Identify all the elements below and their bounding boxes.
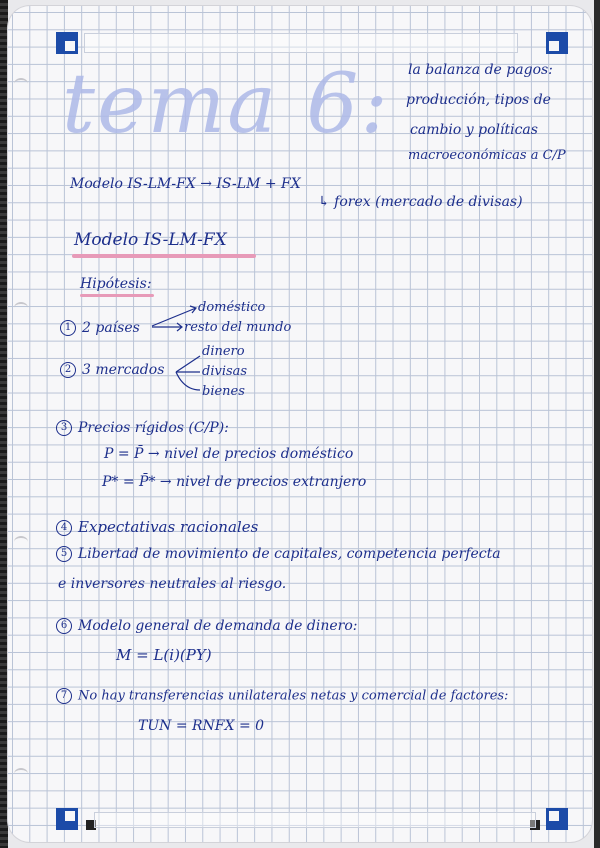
equation-domestic-price: P = P̄ → nivel de precios doméstico bbox=[104, 446, 354, 462]
hypothesis-3 bbox=[56, 420, 229, 436]
branch-money: dinero bbox=[202, 344, 245, 359]
corner-marker-icon bbox=[546, 32, 568, 54]
hypothesis-underline bbox=[80, 294, 154, 297]
heading-underline bbox=[72, 254, 256, 258]
hypothesis-2-text: 3 mercados bbox=[82, 362, 165, 378]
transfers-equation: TUN = RNFX = 0 bbox=[138, 718, 265, 734]
subtitle-line-4: macroeconómicas a C/P bbox=[408, 148, 566, 163]
hypothesis-3-text: Precios rígidos (C/P): bbox=[78, 420, 229, 436]
hypothesis-1-text: 2 países bbox=[82, 320, 140, 336]
equation-foreign-price: P* = P̄* → nivel de precios extranjero bbox=[102, 474, 367, 490]
hypothesis-5-line-2: e inversores neutrales al riesgo. bbox=[58, 576, 287, 592]
number-badge: 6 bbox=[56, 618, 72, 634]
corner-marker-icon bbox=[56, 808, 78, 830]
corner-marker-icon bbox=[546, 808, 568, 830]
hypothesis-6 bbox=[56, 618, 358, 634]
number-badge: 7 bbox=[56, 688, 72, 704]
corner-marker-icon bbox=[56, 32, 78, 54]
hypothesis-7-text: No hay transferencias unilaterales netas y comercial de factores: bbox=[78, 688, 509, 704]
page-title: tema 6: bbox=[62, 57, 390, 152]
hypothesis-4 bbox=[56, 518, 258, 536]
hole-mark bbox=[14, 78, 28, 90]
hypothesis-5 bbox=[56, 546, 501, 562]
branch-arrows-2 bbox=[174, 350, 204, 396]
hypothesis-1 bbox=[60, 320, 140, 336]
subtitle-line-3: cambio y políticas bbox=[410, 122, 538, 138]
hole-mark bbox=[14, 768, 28, 780]
number-badge: 3 bbox=[56, 420, 72, 436]
subtitle-line-1: la balanza de pagos: bbox=[408, 62, 553, 78]
number-badge: 2 bbox=[60, 362, 76, 378]
intro-line-2: ↳ forex (mercado de divisas) bbox=[318, 194, 523, 210]
right-edge bbox=[594, 0, 600, 848]
hypothesis-5-line-1: Libertad de movimiento de capitales, competencia perfecta bbox=[78, 546, 501, 562]
hypothesis-heading: Hipótesis: bbox=[80, 276, 152, 292]
branch-goods: bienes bbox=[202, 384, 245, 399]
money-demand-equation: M = L(i)(PY) bbox=[116, 646, 212, 664]
hypothesis-6-text: Modelo general de demanda de dinero: bbox=[78, 618, 358, 634]
header-strip bbox=[84, 33, 518, 53]
binding-edge bbox=[0, 0, 8, 848]
number-badge: 4 bbox=[56, 520, 72, 536]
footer-strip bbox=[94, 812, 536, 828]
branch-domestic: doméstico bbox=[198, 300, 266, 315]
hypothesis-2 bbox=[60, 362, 164, 378]
hypothesis-7 bbox=[56, 688, 508, 704]
number-badge: 1 bbox=[60, 320, 76, 336]
hole-mark bbox=[14, 536, 28, 548]
subtitle-line-2: producción, tipos de bbox=[406, 92, 551, 108]
section-heading: Modelo IS-LM-FX bbox=[74, 230, 227, 250]
branch-arrows-1 bbox=[150, 302, 200, 332]
number-badge: 5 bbox=[56, 546, 72, 562]
branch-rest-of-world: resto del mundo bbox=[184, 320, 292, 335]
intro-line-1: Modelo IS-LM-FX → IS-LM + FX bbox=[70, 176, 301, 192]
hypothesis-4-text: Expectativas racionales bbox=[78, 518, 259, 536]
branch-currencies: divisas bbox=[202, 364, 248, 379]
hole-mark bbox=[14, 302, 28, 314]
